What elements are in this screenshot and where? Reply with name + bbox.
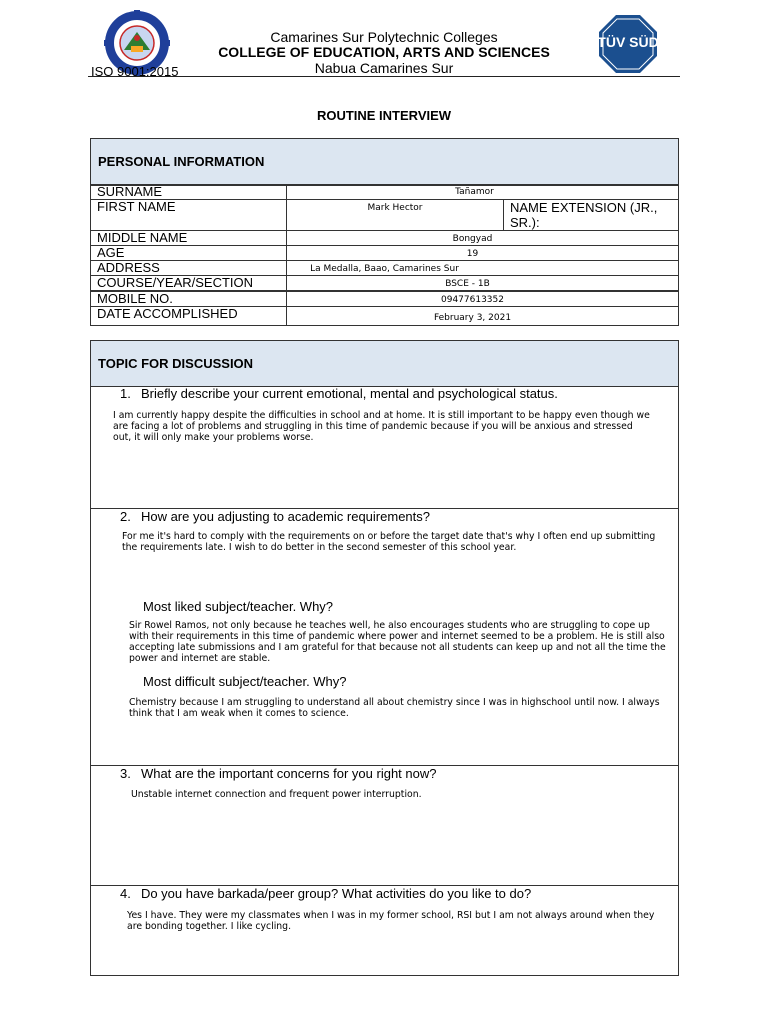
answer-2-most-liked[interactable]: Sir Rowel Ramos, not only because he teaches well, he also encourages students who are struggling to cope up with their requirements in this time of pandemic where power and internet seemed to be a problem. He is still also accepting late submissions and I am grateful for that because not all students can keep up and not all the time the power and internet are stable. [129,620,666,664]
course-label: COURSE/YEAR/SECTION [90,275,287,291]
school-location: Nabua Camarines Sur [314,60,454,76]
middle-name-label: MIDDLE NAME [90,230,287,246]
first-name-value[interactable]: Mark Hector [286,199,504,231]
personal-info-header [90,138,679,186]
personal-info-heading: PERSONAL INFORMATION [98,154,265,169]
course-value[interactable]: BSCE - 1B [286,275,679,291]
mobile-label: MOBILE NO. [90,291,287,307]
name-extension-label: NAME EXTENSION (JR., SR.): [503,199,679,231]
iso-certification: ISO 9001:2015 [91,64,179,79]
question-2-most-difficult: Most difficult subject/teacher. Why? [143,674,347,689]
answer-2-most-difficult[interactable]: Chemistry because I am struggling to understand all about chemistry since I was in highschool until now. I always think that I am weak when it comes to science. [129,697,660,719]
answer-1[interactable]: I am currently happy despite the difficulties in school and at home. It is still important to be happy even though we are facing a lot of problems and struggling in this time of pandemic because if you will be anxious and stressed out, it will only make your problems worse. [113,410,650,443]
school-name: Camarines Sur Polytechnic Colleges [270,29,498,45]
mobile-value[interactable]: 09477613352 [286,291,679,307]
address-label: ADDRESS [90,260,287,276]
badge-text: TÜV SÜD [598,34,658,50]
date-accomplished-value[interactable]: February 3, 2021 [286,306,679,326]
document-title: ROUTINE INTERVIEW [316,108,452,123]
surname-value[interactable]: Tañamor [286,184,679,200]
topic-heading: TOPIC FOR DISCUSSION [98,356,254,371]
question-2-most-liked: Most liked subject/teacher. Why? [143,599,334,614]
answer-4[interactable]: Yes I have. They were my classmates when I was in my former school, RSI but I am not always around when they are bonding together. I like cycling. [127,910,655,932]
surname-label: SURNAME [90,184,287,200]
question-3: 3. What are the important concerns for you right now? [120,766,437,781]
first-name-label: FIRST NAME [90,199,287,231]
question-4: 4. Do you have barkada/peer group? What activities do you like to do? [120,886,532,901]
topic-header [91,341,678,387]
answer-3[interactable]: Unstable internet connection and frequent power interruption. [131,789,422,800]
age-value[interactable]: 19 [286,245,679,261]
tuv-sud-badge-logo [598,14,658,74]
answer-2[interactable]: For me it's hard to comply with the requirements on or before the target date that's why I often end up submitting the requirements late. I wish to do better in the second semester of this school year. [122,531,656,553]
date-accomplished-label: DATE ACCOMPLISHED [90,306,287,326]
header-divider [88,76,680,77]
college-name: COLLEGE OF EDUCATION, ARTS AND SCIENCES [218,44,550,60]
question-2: 2. How are you adjusting to academic requirements? [120,509,430,524]
address-value[interactable]: La Medalla, Baao, Camarines Sur [286,260,679,276]
age-label: AGE [90,245,287,261]
middle-name-value[interactable]: Bongyad [286,230,679,246]
question-1: 1. Briefly describe your current emotional, mental and psychological status. [120,386,558,401]
